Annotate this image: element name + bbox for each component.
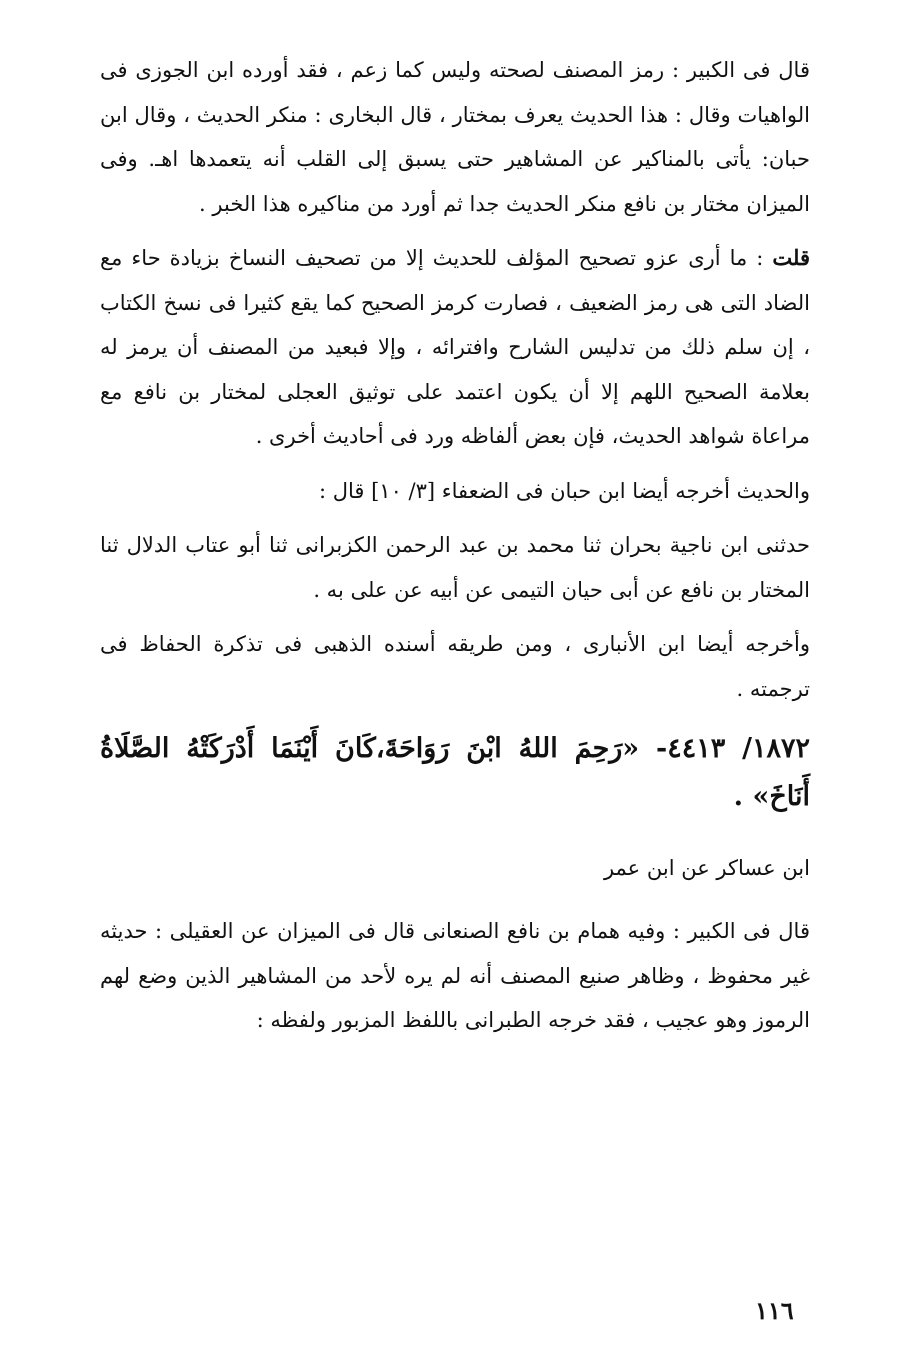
- hadith-source: ابن عساكر عن ابن عمر: [603, 856, 810, 880]
- qultu-lead: قلت: [772, 245, 810, 270]
- paragraph-1: قال فى الكبير : رمز المصنف لصحته وليس كما زعم ، فقد أورده ابن الجوزى فى الواهيات وقال : هذا الحديث يعرف بمختار ، قال البخارى : منكر الحديث ، وقال ابن حبان: يأتى بالمناكير عن المشاهير حتى يسبق إلى القلب أنه يتعمدها اهـ. وفى الميزان مختار بن نافع منكر الحديث جدا ثم أورد من مناكيره هذا الخبر .: [100, 58, 810, 216]
- page-number: ١١٦: [755, 1296, 794, 1325]
- hadith-text: «رَحِمَ اللهُ ابْنَ رَوَاحَةَ،كَانَ أَيْنَمَا أَدْرَكَتْهُ الصَّلَاةُ أَنَاخَ» .: [100, 733, 810, 812]
- hadith-entry: [100, 725, 810, 821]
- paragraph-3: والحديث أخرجه أيضا ابن حبان فى الضعفاء [٣/ ١٠] قال :: [318, 478, 810, 503]
- hadith-number: ١٨٧٢/ ٤٤١٣-: [656, 733, 811, 764]
- paragraph-4: حدثنى ابن ناجية بحران ثنا محمد بن عبد الرحمن الكزبرانى ثنا أبو عتاب الدلال ثنا المختار بن نافع عن أبى حيان التيمى عن أبيه عن على به .: [100, 533, 810, 602]
- page-body: [100, 48, 810, 1043]
- paragraph-6: قال فى الكبير : وفيه همام بن نافع الصنعانى قال فى الميزان عن العقيلى : حديثه غير محفوظ ، وظاهر صنيع المصنف أنه لم يره لأحد من المشاهير الذين وضع لهم الرموز وهو عجيب ، فقد خرجه الطبرانى باللفظ المزبور ولفظه :: [100, 919, 810, 1032]
- paragraph-2: [100, 236, 810, 459]
- paragraph-5: وأخرجه أيضا ابن الأنبارى ، ومن طريقه أسنده الذهبى فى تذكرة الحفاظ فى ترجمته .: [100, 632, 810, 701]
- paragraph-2-text: : ما أرى عزو تصحيح المؤلف للحديث إلا من تصحيف النساخ بزيادة حاء مع الضاد التى هى رمز الضعيف ، فصارت كرمز الصحيح كما يقع كثيرا فى نسخ الكتاب ، إن سلم ذلك من تدليس الشارح وافترائه ، وإلا فبعيد من المصنف أن يرمز له بعلامة الصحيح اللهم إلا أن يكون اعتمد على توثيق العجلى لمختار بن نافع مع مراعاة شواهد الحديث، فإن بعض ألفاظه ورد فى أحاديث أخرى .: [100, 246, 810, 448]
